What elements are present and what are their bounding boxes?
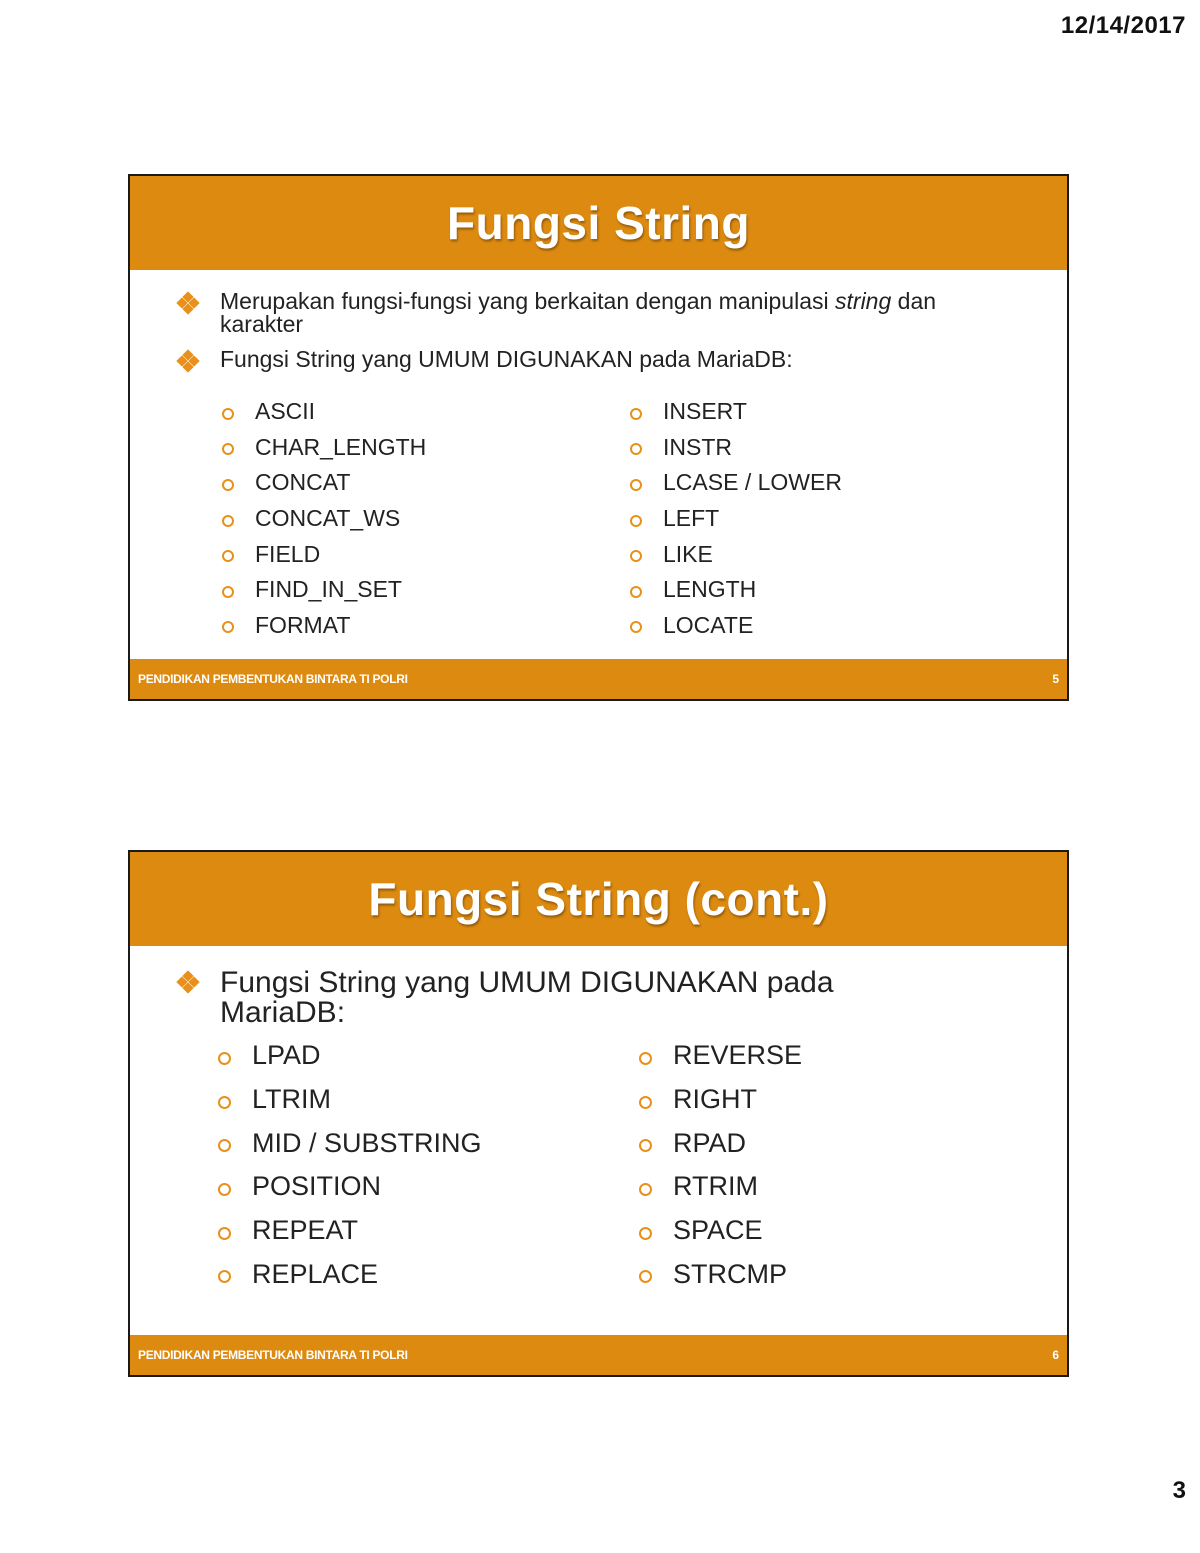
list-item: MID / SUBSTRING: [218, 1121, 482, 1165]
bullet-text: Fungsi String yang UMUM DIGUNAKAN pada MariaDB:: [220, 346, 793, 372]
sub-list-left: [222, 394, 426, 643]
footer-text: PENDIDIKAN PEMBENTUKAN BINTARA TI POLRI: [138, 672, 408, 686]
ring-bullet-icon: [218, 1227, 231, 1240]
ring-bullet-icon: [630, 443, 642, 455]
bullet-item: [178, 968, 878, 1028]
list-item: RIGHT: [639, 1078, 802, 1122]
ring-bullet-icon: [639, 1183, 652, 1196]
list-item: INSTR: [630, 430, 842, 466]
ring-bullet-icon: [218, 1183, 231, 1196]
ring-bullet-icon: [639, 1139, 652, 1152]
slide-footer: [130, 1335, 1067, 1375]
list-item: SPACE: [639, 1209, 802, 1253]
list-item: CHAR_LENGTH: [222, 430, 426, 466]
ring-bullet-icon: [630, 550, 642, 562]
ring-bullet-icon: [218, 1052, 231, 1065]
list-item: FIELD: [222, 536, 426, 572]
list-item: REPEAT: [218, 1209, 482, 1253]
ring-bullet-icon: [630, 621, 642, 633]
slide-header: [130, 852, 1067, 946]
slide-title: Fungsi String: [447, 197, 750, 249]
list-item: ASCII: [222, 394, 426, 430]
ring-bullet-icon: [222, 621, 234, 633]
ring-bullet-icon: [218, 1139, 231, 1152]
footer-text: PENDIDIKAN PEMBENTUKAN BINTARA TI POLRI: [138, 1348, 408, 1362]
list-item: LTRIM: [218, 1078, 482, 1122]
list-item: RPAD: [639, 1121, 802, 1165]
emphasis-text: string: [835, 288, 892, 314]
diamond-bullet-icon: [178, 351, 198, 371]
page-date: 12/14/2017: [1060, 12, 1186, 39]
list-item: STRCMP: [639, 1252, 802, 1296]
ring-bullet-icon: [222, 550, 234, 562]
list-item: LOCATE: [630, 608, 842, 644]
list-item: REVERSE: [639, 1034, 802, 1078]
ring-bullet-icon: [218, 1270, 231, 1283]
list-item: LIKE: [630, 536, 842, 572]
ring-bullet-icon: [639, 1227, 652, 1240]
list-item: REPLACE: [218, 1252, 482, 1296]
list-item: LEFT: [630, 501, 842, 537]
ring-bullet-icon: [639, 1052, 652, 1065]
list-item: CONCAT_WS: [222, 501, 426, 537]
list-item: LPAD: [218, 1034, 482, 1078]
list-item: POSITION: [218, 1165, 482, 1209]
list-item: LENGTH: [630, 572, 842, 608]
ring-bullet-icon: [630, 408, 642, 420]
ring-bullet-icon: [222, 408, 234, 420]
ring-bullet-icon: [222, 479, 234, 491]
diamond-bullet-icon: [178, 972, 198, 992]
slide-header: [130, 176, 1067, 270]
ring-bullet-icon: [639, 1270, 652, 1283]
slide-6: [128, 850, 1069, 1377]
ring-bullet-icon: [222, 443, 234, 455]
bullet-item: [178, 290, 998, 336]
ring-bullet-icon: [218, 1096, 231, 1109]
list-item: INSERT: [630, 394, 842, 430]
diamond-bullet-icon: [178, 293, 198, 313]
sub-list-left: [218, 1034, 482, 1296]
bullet-item: [178, 348, 998, 371]
bullet-text: Fungsi String yang UMUM DIGUNAKAN pada MariaDB:: [220, 966, 834, 1029]
sub-list-right: [639, 1034, 802, 1296]
ring-bullet-icon: [630, 586, 642, 598]
ring-bullet-icon: [630, 479, 642, 491]
sub-list-right: [630, 394, 842, 643]
slide-5: [128, 174, 1069, 701]
page-number: 3: [1172, 1477, 1186, 1504]
ring-bullet-icon: [639, 1096, 652, 1109]
slide-number: 5: [1052, 672, 1059, 686]
ring-bullet-icon: [630, 515, 642, 527]
list-item: FORMAT: [222, 608, 426, 644]
slide-number: 6: [1052, 1348, 1059, 1362]
slide-footer: [130, 659, 1067, 699]
list-item: RTRIM: [639, 1165, 802, 1209]
bullet-text: Merupakan fungsi-fungsi yang berkaitan dengan manipulasi string dan karakter: [220, 288, 937, 337]
ring-bullet-icon: [222, 586, 234, 598]
ring-bullet-icon: [222, 515, 234, 527]
list-item: CONCAT: [222, 465, 426, 501]
list-item: LCASE / LOWER: [630, 465, 842, 501]
slide-title: Fungsi String (cont.): [368, 873, 829, 925]
list-item: FIND_IN_SET: [222, 572, 426, 608]
